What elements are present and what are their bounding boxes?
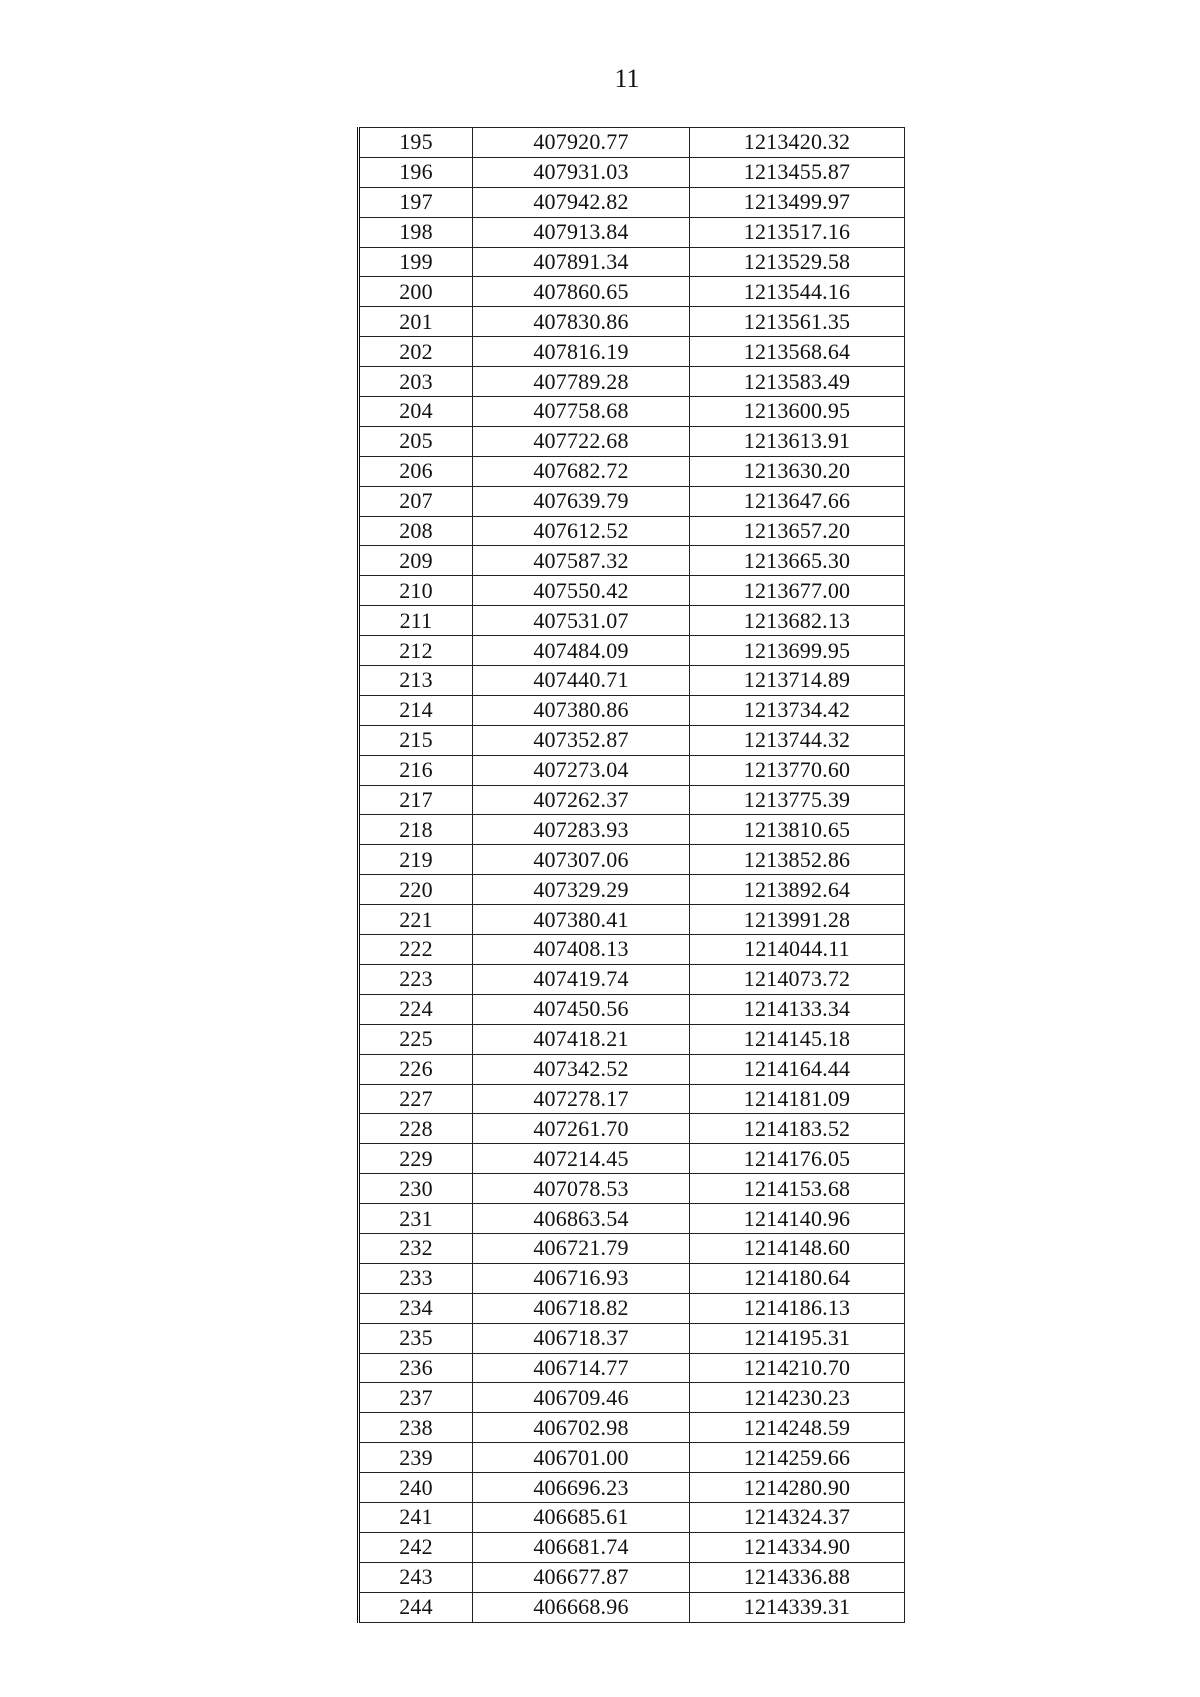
table-row (359, 1353, 905, 1383)
y-coordinate-cell: 1214140.96 (690, 1204, 905, 1234)
point-number-cell: 227 (359, 1084, 473, 1114)
y-coordinate-cell: 1213699.95 (690, 636, 905, 666)
point-number-cell: 205 (359, 426, 473, 456)
point-number-cell: 203 (359, 367, 473, 397)
point-number-cell: 208 (359, 516, 473, 546)
y-coordinate-cell: 1214334.90 (690, 1532, 905, 1562)
y-coordinate-cell: 1213657.20 (690, 516, 905, 546)
table-row (359, 1174, 905, 1204)
y-coordinate-cell: 1213714.89 (690, 666, 905, 696)
x-coordinate-cell: 407283.93 (473, 815, 690, 845)
point-number-cell: 233 (359, 1263, 473, 1293)
x-coordinate-cell: 406716.93 (473, 1263, 690, 1293)
y-coordinate-cell: 1213544.16 (690, 277, 905, 307)
point-number-cell: 221 (359, 905, 473, 935)
point-number-cell: 228 (359, 1114, 473, 1144)
y-coordinate-cell: 1214248.59 (690, 1413, 905, 1443)
x-coordinate-cell: 406681.74 (473, 1532, 690, 1562)
table-row (359, 1562, 905, 1592)
point-number-cell: 215 (359, 725, 473, 755)
point-number-cell: 209 (359, 546, 473, 576)
y-coordinate-cell: 1213561.35 (690, 307, 905, 337)
y-coordinate-cell: 1213529.58 (690, 247, 905, 277)
y-coordinate-cell: 1214176.05 (690, 1144, 905, 1174)
table-row (359, 1502, 905, 1532)
x-coordinate-cell: 407078.53 (473, 1174, 690, 1204)
x-coordinate-cell: 406702.98 (473, 1413, 690, 1443)
x-coordinate-cell: 407531.07 (473, 606, 690, 636)
y-coordinate-cell: 1213677.00 (690, 576, 905, 606)
x-coordinate-cell: 407639.79 (473, 486, 690, 516)
table-row (359, 307, 905, 337)
table-row (359, 1263, 905, 1293)
y-coordinate-cell: 1214145.18 (690, 1024, 905, 1054)
x-coordinate-cell: 406701.00 (473, 1443, 690, 1473)
table-row (359, 426, 905, 456)
table-row (359, 1592, 905, 1622)
table-row (359, 1383, 905, 1413)
x-coordinate-cell: 407789.28 (473, 367, 690, 397)
point-number-cell: 243 (359, 1562, 473, 1592)
x-coordinate-cell: 406721.79 (473, 1233, 690, 1263)
x-coordinate-cell: 407440.71 (473, 666, 690, 696)
point-number-cell: 231 (359, 1204, 473, 1234)
point-number-cell: 226 (359, 1054, 473, 1084)
table-row (359, 157, 905, 187)
table-row (359, 1084, 905, 1114)
y-coordinate-cell: 1213499.97 (690, 187, 905, 217)
table-row (359, 636, 905, 666)
point-number-cell: 234 (359, 1293, 473, 1323)
y-coordinate-cell: 1214336.88 (690, 1562, 905, 1592)
point-number-cell: 211 (359, 606, 473, 636)
point-number-cell: 236 (359, 1353, 473, 1383)
y-coordinate-cell: 1213744.32 (690, 725, 905, 755)
table-row (359, 1204, 905, 1234)
table-row (359, 875, 905, 905)
x-coordinate-cell: 407931.03 (473, 157, 690, 187)
point-number-cell: 217 (359, 785, 473, 815)
table-row (359, 1293, 905, 1323)
x-coordinate-cell: 407816.19 (473, 337, 690, 367)
x-coordinate-cell: 407342.52 (473, 1054, 690, 1084)
y-coordinate-cell: 1214230.23 (690, 1383, 905, 1413)
point-number-cell: 204 (359, 397, 473, 427)
y-coordinate-cell: 1214148.60 (690, 1233, 905, 1263)
y-coordinate-cell: 1214186.13 (690, 1293, 905, 1323)
x-coordinate-cell: 407722.68 (473, 426, 690, 456)
table-row (359, 1443, 905, 1473)
point-number-cell: 202 (359, 337, 473, 367)
y-coordinate-cell: 1214181.09 (690, 1084, 905, 1114)
table-row (359, 1532, 905, 1562)
point-number-cell: 244 (359, 1592, 473, 1622)
x-coordinate-cell: 406863.54 (473, 1204, 690, 1234)
y-coordinate-cell: 1214164.44 (690, 1054, 905, 1084)
y-coordinate-cell: 1214133.34 (690, 994, 905, 1024)
y-coordinate-cell: 1213420.32 (690, 128, 905, 158)
point-number-cell: 201 (359, 307, 473, 337)
point-number-cell: 206 (359, 456, 473, 486)
point-number-cell: 218 (359, 815, 473, 845)
y-coordinate-cell: 1214259.66 (690, 1443, 905, 1473)
point-number-cell: 196 (359, 157, 473, 187)
point-number-cell: 239 (359, 1443, 473, 1473)
page-number: 11 (614, 64, 640, 93)
y-coordinate-cell: 1214280.90 (690, 1473, 905, 1503)
y-coordinate-cell: 1213517.16 (690, 217, 905, 247)
x-coordinate-cell: 407419.74 (473, 964, 690, 994)
x-coordinate-cell: 406696.23 (473, 1473, 690, 1503)
table-row (359, 187, 905, 217)
x-coordinate-cell: 407830.86 (473, 307, 690, 337)
table-row (359, 337, 905, 367)
y-coordinate-cell: 1213892.64 (690, 875, 905, 905)
x-coordinate-cell: 406677.87 (473, 1562, 690, 1592)
table-row (359, 1473, 905, 1503)
x-coordinate-cell: 407612.52 (473, 516, 690, 546)
x-coordinate-cell: 407484.09 (473, 636, 690, 666)
table-row (359, 725, 905, 755)
table-row (359, 1024, 905, 1054)
table-row (359, 546, 905, 576)
y-coordinate-cell: 1213568.64 (690, 337, 905, 367)
x-coordinate-cell: 407262.37 (473, 785, 690, 815)
table-row (359, 1054, 905, 1084)
y-coordinate-cell: 1214183.52 (690, 1114, 905, 1144)
table-row (359, 695, 905, 725)
x-coordinate-cell: 406718.37 (473, 1323, 690, 1353)
table-row (359, 1413, 905, 1443)
point-number-cell: 241 (359, 1502, 473, 1532)
x-coordinate-cell: 407261.70 (473, 1114, 690, 1144)
point-number-cell: 225 (359, 1024, 473, 1054)
point-number-cell: 240 (359, 1473, 473, 1503)
point-number-cell: 210 (359, 576, 473, 606)
table-row (359, 217, 905, 247)
point-number-cell: 232 (359, 1233, 473, 1263)
x-coordinate-cell: 406709.46 (473, 1383, 690, 1413)
point-number-cell: 207 (359, 486, 473, 516)
y-coordinate-cell: 1213665.30 (690, 546, 905, 576)
table-row (359, 845, 905, 875)
point-number-cell: 200 (359, 277, 473, 307)
x-coordinate-cell: 407920.77 (473, 128, 690, 158)
y-coordinate-cell: 1213852.86 (690, 845, 905, 875)
x-coordinate-cell: 407214.45 (473, 1144, 690, 1174)
point-number-cell: 230 (359, 1174, 473, 1204)
y-coordinate-cell: 1213991.28 (690, 905, 905, 935)
y-coordinate-cell: 1213600.95 (690, 397, 905, 427)
x-coordinate-cell: 407550.42 (473, 576, 690, 606)
x-coordinate-cell: 407418.21 (473, 1024, 690, 1054)
point-number-cell: 214 (359, 695, 473, 725)
point-number-cell: 224 (359, 994, 473, 1024)
point-number-cell: 220 (359, 875, 473, 905)
x-coordinate-cell: 407682.72 (473, 456, 690, 486)
table-row (359, 486, 905, 516)
table-row (359, 1323, 905, 1353)
y-coordinate-cell: 1213455.87 (690, 157, 905, 187)
y-coordinate-cell: 1213682.13 (690, 606, 905, 636)
point-number-cell: 213 (359, 666, 473, 696)
point-number-cell: 195 (359, 128, 473, 158)
point-number-cell: 212 (359, 636, 473, 666)
table-row (359, 935, 905, 965)
table-row (359, 815, 905, 845)
table-row (359, 367, 905, 397)
y-coordinate-cell: 1213770.60 (690, 755, 905, 785)
y-coordinate-cell: 1214195.31 (690, 1323, 905, 1353)
x-coordinate-cell: 407273.04 (473, 755, 690, 785)
x-coordinate-cell: 407380.86 (473, 695, 690, 725)
x-coordinate-cell: 407942.82 (473, 187, 690, 217)
x-coordinate-cell: 407758.68 (473, 397, 690, 427)
x-coordinate-cell: 407278.17 (473, 1084, 690, 1114)
point-number-cell: 222 (359, 935, 473, 965)
table-row (359, 755, 905, 785)
point-number-cell: 199 (359, 247, 473, 277)
y-coordinate-cell: 1214180.64 (690, 1263, 905, 1293)
x-coordinate-cell: 406714.77 (473, 1353, 690, 1383)
x-coordinate-cell: 407380.41 (473, 905, 690, 935)
y-coordinate-cell: 1213630.20 (690, 456, 905, 486)
x-coordinate-cell: 407307.06 (473, 845, 690, 875)
table-row (359, 964, 905, 994)
table-row (359, 1114, 905, 1144)
x-coordinate-cell: 407913.84 (473, 217, 690, 247)
table-row (359, 277, 905, 307)
table-row (359, 128, 905, 158)
table-row (359, 516, 905, 546)
table-row (359, 247, 905, 277)
x-coordinate-cell: 407329.29 (473, 875, 690, 905)
table-row (359, 456, 905, 486)
point-number-cell: 198 (359, 217, 473, 247)
x-coordinate-cell: 406668.96 (473, 1592, 690, 1622)
y-coordinate-cell: 1213775.39 (690, 785, 905, 815)
x-coordinate-cell: 407450.56 (473, 994, 690, 1024)
x-coordinate-cell: 407891.34 (473, 247, 690, 277)
x-coordinate-cell: 407587.32 (473, 546, 690, 576)
y-coordinate-cell: 1214153.68 (690, 1174, 905, 1204)
y-coordinate-cell: 1214339.31 (690, 1592, 905, 1622)
table-row (359, 606, 905, 636)
y-coordinate-cell: 1214210.70 (690, 1353, 905, 1383)
x-coordinate-cell: 407860.65 (473, 277, 690, 307)
table-row (359, 994, 905, 1024)
x-coordinate-cell: 406685.61 (473, 1502, 690, 1532)
point-number-cell: 219 (359, 845, 473, 875)
x-coordinate-cell: 407408.13 (473, 935, 690, 965)
y-coordinate-cell: 1214324.37 (690, 1502, 905, 1532)
table-row (359, 1144, 905, 1174)
y-coordinate-cell: 1213647.66 (690, 486, 905, 516)
coordinates-table (357, 127, 905, 1623)
table-row (359, 576, 905, 606)
point-number-cell: 229 (359, 1144, 473, 1174)
point-number-cell: 223 (359, 964, 473, 994)
table-row (359, 785, 905, 815)
y-coordinate-cell: 1213810.65 (690, 815, 905, 845)
point-number-cell: 197 (359, 187, 473, 217)
table-row (359, 397, 905, 427)
point-number-cell: 237 (359, 1383, 473, 1413)
table-row (359, 1233, 905, 1263)
x-coordinate-cell: 407352.87 (473, 725, 690, 755)
point-number-cell: 216 (359, 755, 473, 785)
y-coordinate-cell: 1213583.49 (690, 367, 905, 397)
x-coordinate-cell: 406718.82 (473, 1293, 690, 1323)
point-number-cell: 238 (359, 1413, 473, 1443)
table-row (359, 666, 905, 696)
point-number-cell: 242 (359, 1532, 473, 1562)
coordinates-table-body (359, 128, 905, 1623)
y-coordinate-cell: 1214044.11 (690, 935, 905, 965)
y-coordinate-cell: 1213613.91 (690, 426, 905, 456)
y-coordinate-cell: 1213734.42 (690, 695, 905, 725)
y-coordinate-cell: 1214073.72 (690, 964, 905, 994)
table-row (359, 905, 905, 935)
point-number-cell: 235 (359, 1323, 473, 1353)
